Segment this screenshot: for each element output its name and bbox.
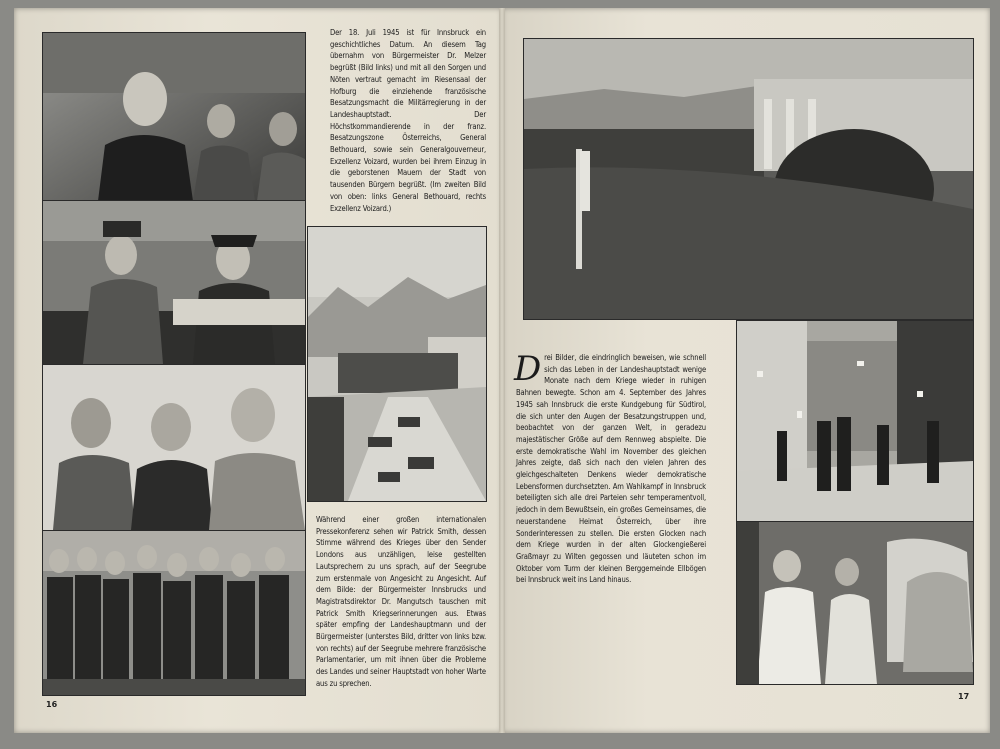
article-body (514, 349, 706, 586)
page-number-left: 16 (46, 700, 58, 709)
photo-three-men (42, 364, 306, 531)
drop-cap: D (514, 349, 542, 389)
page-gutter (499, 8, 505, 733)
photo-group-of-officials (42, 530, 306, 696)
caption-2: Während einer großen internationalen Pressekonferenz sehen wir Patrick Smith, dessen Stimme während des Krieges über den Sender Londons aus unzähligen, leise gestellten Lautsprechern zu uns sprach, auf der Seegrube zum erstenmale von Angesicht zu Angesicht. Auf dem Bilde: der Bürgermeister Innsbrucks und Magistratsdirektor Dr. Mangutsch tauschen mit Patrick Smith Kriegserinnerungen aus. Etwas später empfing der Landeshauptmann und der Bürgermeister (unterstes Bild, dritter von links bzw. von rechts) auf der Seegrube mehrere französische Parlamentarier, um mit ihnen über die Probleme des Landes und seiner Hauptstadt von hoher Warte aus zu sprechen. (316, 515, 486, 688)
photo-bell-foundry (736, 521, 974, 685)
page-number-right: 17 (958, 692, 970, 701)
photo-mayor-greeting (42, 32, 306, 202)
caption-1: Der 18. Juli 1945 ist für Innsbruck ein geschichtliches Datum. An diesem Tag übernahm von Bürgermeister Dr. Melzer begrüßt (Bild links) und mit all den Sorgen und Nöten vertraut gemacht im Riesensaal der Hofburg die einziehende französische Besatzungsmacht die Militärregierung in der Landeshauptstadt. Der Höchstkommandierende in der franz. Besatzungszone Österreichs, General Bethouard, sowie sein Generalgouverneur, Exzellenz Voizard, wurden bei ihrem Einzug in die geborstenen Mauern der Stadt von tausenden Bürgern begrüßt. (Im zweiten Bild von oben: links General Bethouard, rechts Exzellenz Voizard.) (330, 28, 486, 213)
caption-text-top (330, 27, 486, 214)
photo-election-street (736, 320, 974, 522)
caption-text-bottom (316, 514, 486, 690)
photo-crowd-rennweg (523, 38, 974, 320)
photo-street-parade-mountains (307, 226, 487, 502)
article-body-text: rei Bilder, die eindringlich beweisen, wie schnell sich das Leben in der Landeshauptstadt wenige Monate nach dem Kriege wieder in ruhigen Bahnen bewegte. Schon am 4. September des Jahres 1945 sah Innsbruck die erste Kundgebung für Südtirol, die sich unter den Augen der Besatzungstruppen und, beobachtet von der ganzen Welt, in geradezu majestätischer Größe auf dem Rennweg abspielte. Die erste demokratische Wahl im November des gleichen Jahres zeigte, daß sich nach den vielen Jahren des gleichgeschalteten Denkens wieder demokratische Lebensformen durchsetzten. Am Wahlkampf in Innsbruck beteiligten sich alle drei Parteien sehr temperamentvoll, jedoch in dem Bewußtsein, ein großes Gemeinsames, die neuerstandene Heimat Österreich, über ihre Sonderinteressen zu stellen. Die ersten Glocken nach dem Kriege wurden in der alten Glockengießerei Graßmayr zu Wilten gegossen und läuteten schon im Oktober vom Turm der kleinen Berggemeinde Ellbögen bei Innsbruck weit ins Land hinaus. (516, 353, 706, 585)
photo-generals-in-car (42, 200, 306, 365)
